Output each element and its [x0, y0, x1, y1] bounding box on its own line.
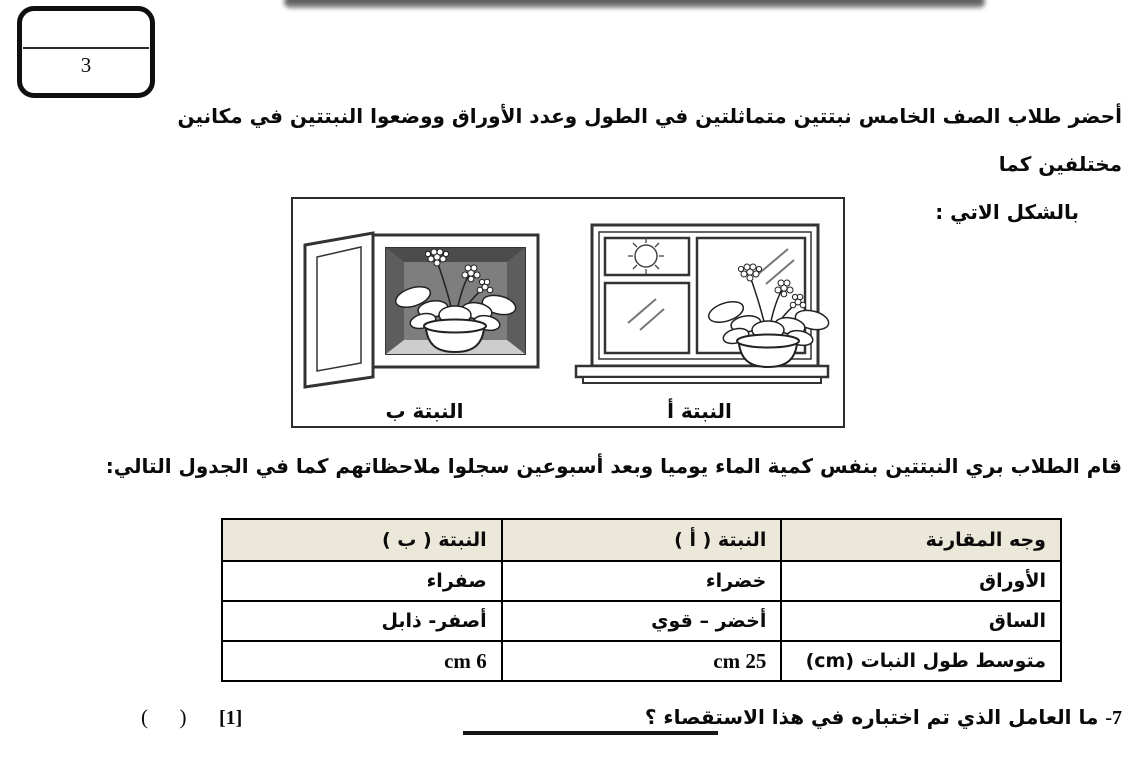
intro-line-1: أحضر طلاب الصف الخامس نبتتين متماثلتين في الطول وعدد الأوراق ووضعوا النبتتين في مكانين مختلفين كما	[177, 104, 1122, 176]
table-header-row	[222, 519, 1061, 561]
cell-leaves-label: الأوراق	[781, 561, 1061, 601]
plant-a-label: النبتة أ	[667, 399, 732, 423]
table-row-stem	[222, 601, 1061, 641]
scan-toolbar-shadow	[284, 0, 985, 8]
cell-stem-plant-b: أصفر- ذابل	[222, 601, 502, 641]
plant-b-panel	[293, 199, 556, 426]
window-plant-illustration	[556, 199, 843, 395]
question-number: 7-	[1105, 707, 1122, 729]
page-number: 3	[80, 53, 92, 77]
plant-b-label: النبتة ب	[385, 399, 464, 423]
observation-paragraph: قام الطلاب بري النبتتين بنفس كمية الماء يوميا وبعد أسبوعين سجلوا ملاحظاتهم كما في الجدول التالي:	[105, 454, 1122, 478]
col-header-plant-a: النبتة ( أ )	[502, 519, 782, 561]
cell-height-plant-b: 6 cm	[222, 641, 502, 681]
col-header-plant-b: النبتة ( ب )	[222, 519, 502, 561]
cell-stem-label: الساق	[781, 601, 1061, 641]
windowsill	[576, 366, 828, 377]
comparison-table	[221, 518, 1062, 682]
page-number-box	[17, 6, 155, 98]
cell-leaves-plant-a: خضراء	[502, 561, 782, 601]
grade-parentheses: ( )	[141, 705, 187, 729]
mark-value: [1]	[219, 707, 243, 729]
question-7	[645, 705, 1122, 730]
closet-plant-illustration	[293, 199, 556, 395]
cell-leaves-plant-b: صفراء	[222, 561, 502, 601]
experiment-figure	[291, 197, 845, 428]
table-row-height	[222, 641, 1061, 681]
table-row-leaves	[222, 561, 1061, 601]
cell-height-plant-a: 25 cm	[502, 641, 782, 681]
col-header-comparison-aspect: وجه المقارنة	[781, 519, 1061, 561]
plant-a-panel	[556, 199, 843, 426]
cell-height-label: متوسط طول النبات (cm)	[781, 641, 1061, 681]
page-number-divider	[23, 47, 149, 49]
intro-line-2: بالشكل الاتي :	[935, 200, 1079, 224]
cell-stem-plant-a: أخضر – قوي	[502, 601, 782, 641]
answer-blank-line	[463, 731, 718, 735]
question-text: ما العامل الذي تم اختباره في هذا الاستقصاء ؟	[644, 705, 1099, 729]
